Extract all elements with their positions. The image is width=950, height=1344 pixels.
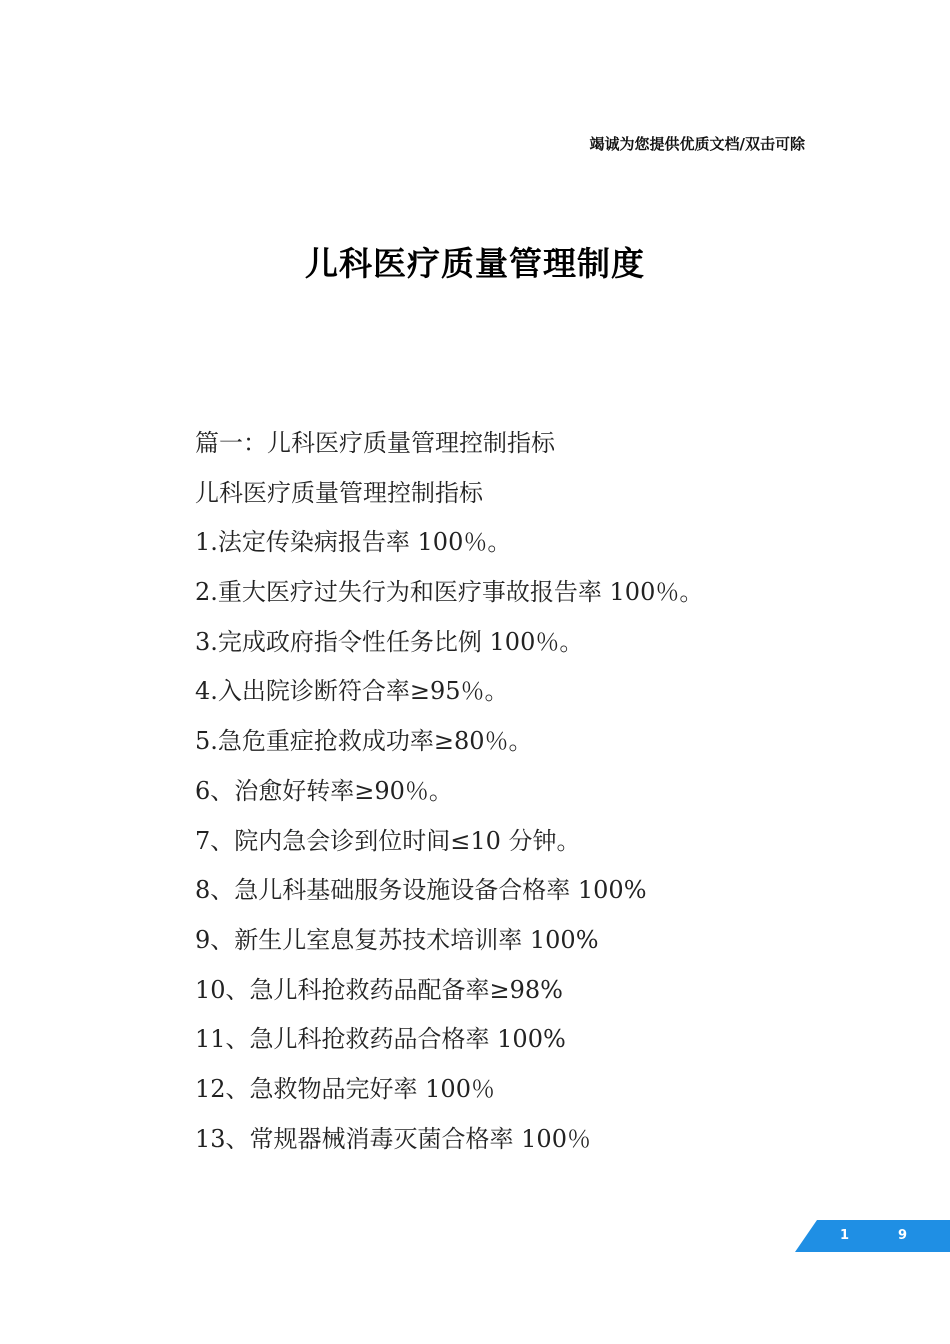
list-item: 9、新生儿室息复苏技术培训率 100% xyxy=(195,925,599,954)
page-total: 9 xyxy=(898,1228,908,1243)
list-item: 13、常规器械消毒灭菌合格率 100％ xyxy=(195,1124,591,1153)
list-item: 1.法定传染病报告率 100％。 xyxy=(195,528,512,557)
document-title: 儿科医疗质量管理制度 xyxy=(305,244,645,283)
page-current: 1 xyxy=(840,1228,850,1243)
list-item: 8、急儿科基础服务设施设备合格率 100% xyxy=(195,876,647,905)
list-item: 4.入出院诊断符合率≥95％。 xyxy=(195,677,509,706)
list-item: 2.重大医疗过失行为和医疗事故报告率 100％。 xyxy=(195,578,704,607)
list-item: 3.完成政府指令性任务比例 100％。 xyxy=(195,627,584,656)
subheading: 儿科医疗质量管理控制指标 xyxy=(195,478,483,507)
list-item: 7、院内急会诊到位时间≤10 分钟。 xyxy=(195,826,581,855)
list-item: 6、治愈好转率≥90％。 xyxy=(195,776,453,805)
list-item: 11、急儿科抢救药品合格率 100% xyxy=(195,1025,566,1054)
list-item: 12、急救物品完好率 100％ xyxy=(195,1074,495,1103)
list-item: 10、急儿科抢救药品配备率≥98% xyxy=(195,975,563,1004)
page-number-tab xyxy=(795,1220,950,1252)
header-note: 竭诚为您提供优质文档/双击可除 xyxy=(589,135,805,153)
section-heading: 篇一：儿科医疗质量管理控制指标 xyxy=(195,429,555,457)
document-body xyxy=(195,423,855,1168)
list-item: 5.急危重症抢救成功率≥80％。 xyxy=(195,727,533,756)
